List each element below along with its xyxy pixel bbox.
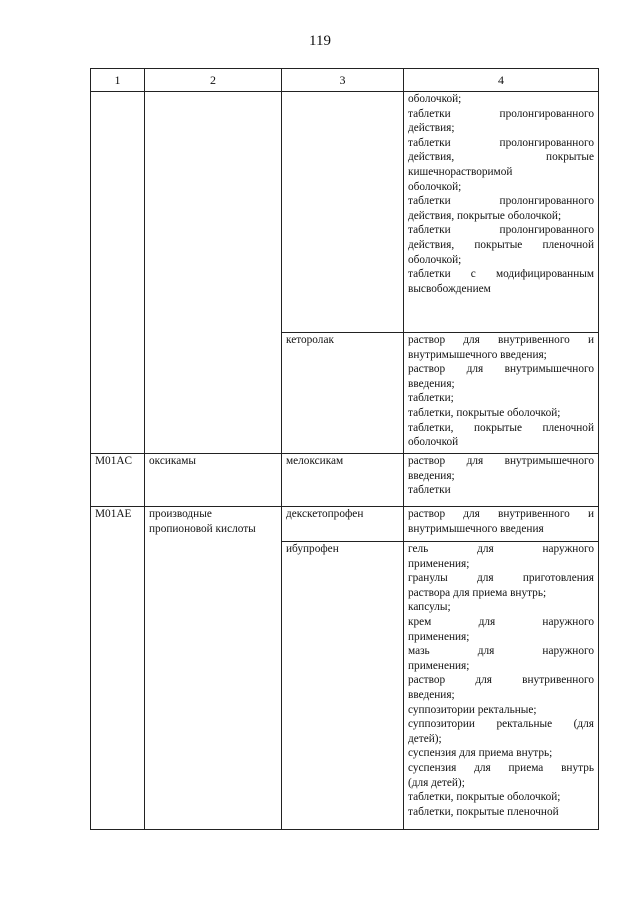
text-line: раствор для внутривенного и [408, 334, 594, 346]
header-cell: 2 [145, 69, 282, 92]
group-cell [145, 92, 282, 454]
text-line: таблетки, покрытые оболочкой; [408, 791, 561, 804]
text-line: (для детей); [408, 776, 465, 789]
table-row [91, 507, 599, 542]
text-line: таблетки пролонгированного [408, 195, 594, 208]
drug-name-cell [282, 92, 404, 333]
text-line: высвобождением [408, 282, 491, 295]
atc-code-cell [91, 92, 145, 454]
drug-table [90, 68, 599, 830]
text-line: таблетки с модифицированным [408, 268, 594, 281]
text-line: раствор для внутривенного и [408, 508, 594, 520]
text-line: действия, покрытые [408, 151, 594, 164]
text-line: капсулы; [408, 601, 451, 614]
table-header-row [91, 69, 599, 92]
text-line: таблетки; [408, 392, 454, 405]
text-line: таблетки, покрытые пленочной [408, 421, 594, 434]
text-line: таблетки, покрытые оболочкой; [408, 406, 561, 419]
atc-code-cell: M01AC [91, 454, 145, 507]
text-line: раствор для внутримышечного [408, 363, 594, 376]
text-line: кишечнорастворимой [408, 165, 513, 178]
text-line: таблетки пролонгированного [408, 224, 594, 237]
text-line: крем для наружного [408, 615, 594, 628]
text-line: введения; [408, 688, 455, 701]
group-cell: оксикамы [145, 454, 282, 507]
dosage-forms-cell [404, 507, 599, 542]
drug-name-cell: ибупрофен [282, 542, 404, 830]
text-line: действия, покрытые оболочкой; [408, 209, 562, 222]
text-line: внутримышечного введения; [408, 348, 547, 361]
text-line: таблетки, покрытые пленочной [408, 805, 559, 818]
dosage-forms-cell [404, 92, 599, 333]
text-line: оболочкой [408, 436, 459, 449]
text-line: введения; [408, 377, 455, 390]
table-row [91, 92, 599, 333]
text-line: суспензия для приема внутрь [408, 761, 594, 774]
text-line: раствор для внутривенного [408, 674, 594, 687]
atc-code-cell: M01AE [91, 507, 145, 830]
header-cell: 3 [282, 69, 404, 92]
text-line: применения; [408, 630, 470, 643]
text-line: гранулы для приготовления [408, 572, 594, 585]
text-line: детей); [408, 732, 442, 745]
text-line: суппозитории ректальные; [408, 703, 537, 716]
text-line: действия; [408, 122, 455, 135]
text-line: суспензия для приема внутрь; [408, 747, 553, 760]
dosage-forms-cell [404, 333, 599, 454]
group-cell [145, 507, 282, 830]
text-line: оболочкой; [408, 93, 462, 105]
text-line: действия, покрытые пленочной [408, 238, 594, 251]
text-line: таблетки пролонгированного [408, 136, 594, 149]
text-line: суппозитории ректальные (для [408, 718, 594, 731]
dosage-forms-cell [404, 542, 599, 830]
drug-name-cell: мелоксикам [282, 454, 404, 507]
text-line: пропионовой кислоты [149, 522, 256, 535]
text-line: оболочкой; [408, 253, 462, 266]
header-cell: 4 [404, 69, 599, 92]
text-line: применения; [408, 659, 470, 672]
table-row [91, 454, 599, 507]
text-line: раствор для внутримышечного [408, 455, 594, 467]
text-line: гель для наружного [408, 543, 594, 555]
header-cell: 1 [91, 69, 145, 92]
drug-name-cell: кеторолак [282, 333, 404, 454]
text-line: производные [149, 508, 212, 520]
text-line: раствора для приема внутрь; [408, 586, 547, 599]
text-line: применения; [408, 557, 470, 570]
text-line: оболочкой; [408, 180, 462, 193]
text-line: мазь для наружного [408, 645, 594, 658]
drug-name-cell: декскетопрофен [282, 507, 404, 542]
page-number: 119 [309, 33, 331, 49]
text-line: внутримышечного введения [408, 522, 544, 535]
dosage-forms-cell [404, 454, 599, 507]
text-line: таблетки пролонгированного [408, 107, 594, 120]
text-line: таблетки [408, 484, 451, 497]
text-line: введения; [408, 469, 455, 482]
